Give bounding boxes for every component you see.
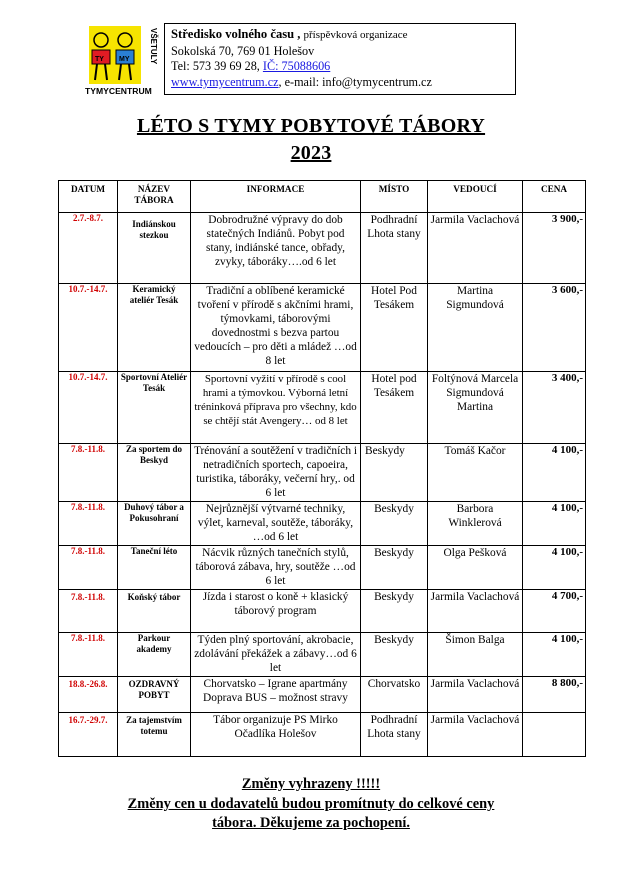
row-info: Jízda i starost o koně + klasický táborový program (191, 590, 361, 633)
table-row (59, 713, 586, 757)
row-info: Dobrodružné výpravy do dob statečných Indiánů. Pobyt pod stany, indiánské tance, obřady, zvyky, táboráky….od 6 let (191, 213, 361, 284)
row-date: 7.8.-11.8. (59, 502, 118, 546)
row-info: Tábor organizuje PS Mirko Očadlíka Holešov (191, 713, 361, 757)
table-row (59, 677, 586, 713)
row-place: Podhradní Lhota stany (361, 213, 428, 284)
table-row (59, 372, 586, 444)
row-date: 7.8.-11.8. (59, 444, 118, 502)
row-info: Nácvik různých tanečních stylů, táborová zábava, hry, soutěže …od 6 let (191, 546, 361, 590)
row-date: 10.7.-14.7. (59, 284, 118, 372)
row-name: Taneční léto (118, 546, 191, 590)
row-date: 2.7.-8.7. (59, 213, 118, 284)
header-leader: VEDOUCÍ (428, 181, 523, 213)
row-date: 7.8.-11.8. (59, 633, 118, 677)
row-name: Indiánskou stezkou (118, 213, 191, 284)
row-leader: Barbora Winklerová (428, 502, 523, 546)
row-leader: Olga Pešková (428, 546, 523, 590)
org-name-line (171, 27, 509, 44)
footer-notice: Změny vyhrazeny !!!!! (241, 776, 381, 792)
logo-text-mid: MY (119, 56, 130, 63)
org-web-link[interactable]: www.tymycentrum.cz (171, 74, 279, 89)
row-place: Podhradní Lhota stany (361, 713, 428, 757)
org-type: příspěvková organizace (303, 29, 408, 41)
row-info: Trénování a soutěžení v tradičních i netradičních sportech, capoeira, turistika, táboráky, večerní hry,. od 6 let (191, 444, 361, 502)
camps-table (58, 180, 586, 757)
table-header-row (59, 181, 586, 213)
row-name: Keramický ateliér Tesák (118, 284, 191, 372)
org-email: , e-mail: info@tymycentrum.cz (278, 74, 432, 89)
row-date: 7.8.-11.8. (59, 546, 118, 590)
row-price: 4 100,- (523, 546, 586, 590)
page-title: LÉTO S TYMY POBYTOVÉ TÁBORY (136, 115, 486, 137)
row-info: Tradiční a oblíbené keramické tvoření v přírodě s akčními hrami, týmovkami, táborovými dovednostmi s bezva partou vedoucích – pro děti a mládež …od 8 let (191, 284, 361, 372)
row-name: Sportovní Ateliér Tesák (118, 372, 191, 444)
row-price: 4 700,- (523, 590, 586, 633)
row-name: OZDRAVNÝ POBYT (118, 677, 191, 713)
row-place: Beskydy (361, 590, 428, 633)
row-price: 4 100,- (523, 502, 586, 546)
table-row (59, 502, 586, 546)
row-name: Za tajemstvím totemu (118, 713, 191, 757)
page-year: 2023 (290, 142, 332, 164)
row-place: Hotel pod Tesákem (361, 372, 428, 444)
row-place: Hotel Pod Tesákem (361, 284, 428, 372)
row-price: 4 100,- (523, 633, 586, 677)
row-leader: Jarmila Vaclachová (428, 677, 523, 713)
table-row (59, 633, 586, 677)
row-leader: Tomáš Kačor (428, 444, 523, 502)
org-address: Sokolská 70, 769 01 Holešov (171, 43, 315, 58)
row-info: Týden plný sportování, akrobacie, zdolávání překážek a zábavy…od 6 let (191, 633, 361, 677)
row-price: 8 800,- (523, 677, 586, 713)
header-date: DATUM (59, 181, 118, 213)
footer-thanks: tábora. Děkujeme za pochopení. (212, 815, 410, 831)
org-tel: Tel: 573 39 69 28, (171, 59, 260, 74)
header-name: NÁZEV TÁBORA (118, 181, 191, 213)
row-price: 4 100,- (523, 444, 586, 502)
row-date: 16.7.-29.7. (59, 713, 118, 757)
table-row (59, 444, 586, 502)
row-date: 18.8.-26.8. (59, 677, 118, 713)
row-price (523, 713, 586, 757)
org-ic-link[interactable]: IČ: 75088606 (262, 59, 331, 74)
row-place: Beskydy (361, 502, 428, 546)
table-row (59, 546, 586, 590)
row-info: Nejrůznější výtvarné techniky, výlet, karneval, soutěže, táboráky, …od 6 let (191, 502, 361, 546)
table-row (59, 284, 586, 372)
org-contact-line (171, 59, 509, 75)
org-web-line (171, 75, 509, 91)
row-info: Chorvatsko – Igrane apartmány Doprava BUS – možnost stravy (191, 677, 361, 713)
row-date: 7.8.-11.8. (59, 590, 118, 633)
tymycentrum-logo (83, 22, 159, 98)
row-leader: Jarmila Vaclachová (428, 713, 523, 757)
logo-text-bottom: TYMYCENTRUM (85, 86, 152, 96)
row-leader: Jarmila Vaclachová (428, 213, 523, 284)
header-price: CENA (523, 181, 586, 213)
footer-price-note: Změny cen u dodavatelů budou promítnuty do celkové ceny (127, 796, 495, 812)
row-leader: Martina Sigmundová (428, 284, 523, 372)
logo-text-top: TY (95, 56, 104, 63)
organization-info-box (164, 23, 516, 95)
logo-text-side: VŠETULY (149, 28, 158, 65)
org-name: Středisko volného času , (171, 27, 301, 41)
table-row (59, 213, 586, 284)
row-name: Parkour akademy (118, 633, 191, 677)
row-place: Chorvatsko (361, 677, 428, 713)
row-date: 10.7.-14.7. (59, 372, 118, 444)
row-place: Beskydy (361, 633, 428, 677)
row-name: Koňský tábor (118, 590, 191, 633)
row-name: Duhový tábor a Pokusohraní (118, 502, 191, 546)
row-leader: Foltýnová Marcela Sigmundová Martina (428, 372, 523, 444)
row-price: 3 600,- (523, 284, 586, 372)
header-info: INFORMACE (191, 181, 361, 213)
row-leader: Šimon Balga (428, 633, 523, 677)
row-info: Sportovní vyžití v přírodě s cool hrami a týmovkou. Výborná letní tréninková příprava pro všechny, kdo se chtějí stát Avengery… od 8 let (191, 372, 361, 444)
header-place: MÍSTO (361, 181, 428, 213)
table-row (59, 590, 586, 633)
row-leader: Jarmila Vaclachová (428, 590, 523, 633)
row-place: Beskydy (361, 546, 428, 590)
row-name: Za sportem do Beskyd (118, 444, 191, 502)
row-place: Beskydy (361, 444, 428, 502)
row-price: 3 900,- (523, 213, 586, 284)
row-price: 3 400,- (523, 372, 586, 444)
